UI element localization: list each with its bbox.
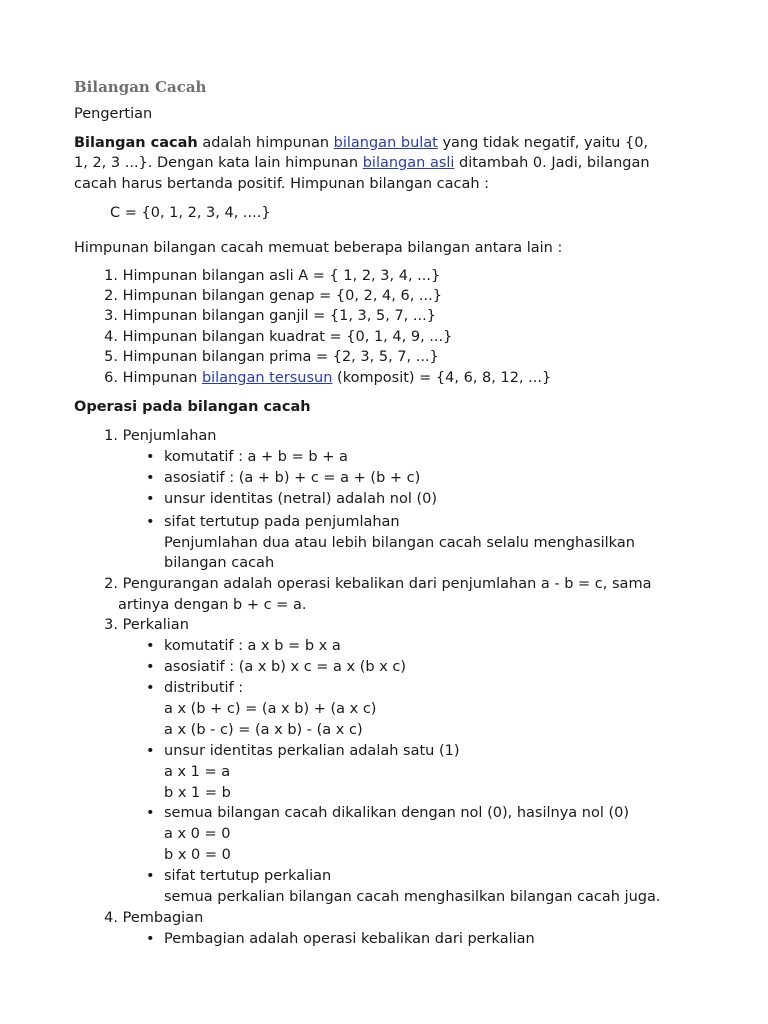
list-text: Himpunan bilangan genap = {0, 2, 4, 6, ...}	[122, 288, 442, 304]
bullet-item	[146, 678, 243, 698]
bullet-continuation: a x (b - c) = (a x b) - (a x c)	[164, 722, 363, 738]
list-continuation: artinya dengan b + c = a.	[118, 597, 307, 613]
bullet-text: unsur identitas perkalian adalah satu (1)	[164, 743, 460, 759]
intro-line-2	[74, 153, 650, 173]
bullet-item	[146, 803, 629, 823]
intro-line-1	[74, 133, 648, 153]
bullet-icon: •	[146, 449, 155, 465]
intro-text: yang tidak negatif, yaitu {0,	[437, 135, 649, 151]
ops-heading: Operasi pada bilangan cacah	[74, 399, 311, 415]
sets-intro: Himpunan bilangan cacah memuat beberapa bilangan antara lain :	[74, 240, 563, 256]
intro-line-3: cacah harus bertanda positif. Himpunan bilangan cacah :	[74, 176, 490, 192]
bullet-icon: •	[146, 931, 155, 947]
list-text: Pengurangan adalah operasi kebalikan dari penjumlahan a - b = c, sama	[122, 576, 652, 592]
bullet-item	[146, 447, 348, 467]
bullet-continuation: semua perkalian bilangan cacah menghasilkan bilangan cacah juga.	[164, 889, 661, 905]
bullet-text: asosiatif : (a + b) + c = a + (b + c)	[164, 470, 421, 486]
list-item	[74, 327, 452, 347]
bullet-text: sifat tertutup perkalian	[164, 868, 332, 884]
bullet-text: komutatif : a x b = b x a	[164, 638, 341, 654]
bullet-text: sifat tertutup pada penjumlahan	[164, 514, 400, 530]
link-bilangan-asli[interactable]: bilangan asli	[362, 155, 455, 171]
list-number: 3.	[104, 308, 118, 324]
bullet-text: Pembagian adalah operasi kebalikan dari perkalian	[164, 931, 535, 947]
list-number: 4.	[104, 910, 118, 926]
list-number: 3.	[104, 617, 118, 633]
bullet-item	[146, 741, 460, 761]
bullet-item	[146, 489, 437, 509]
list-item	[74, 368, 551, 388]
list-item	[74, 347, 439, 367]
list-text: (komposit) = {4, 6, 8, 12, ...}	[332, 370, 552, 386]
bullet-continuation: bilangan cacah	[164, 555, 275, 571]
bullet-text: unsur identitas (netral) adalah nol (0)	[164, 491, 438, 507]
bullet-continuation: Penjumlahan dua atau lebih bilangan cacah selalu menghasilkan	[164, 535, 635, 551]
list-text: Himpunan bilangan ganjil = {1, 3, 5, 7, ...}	[122, 308, 436, 324]
link-bilangan-bulat[interactable]: bilangan bulat	[333, 135, 438, 151]
list-item	[74, 266, 440, 286]
bullet-icon: •	[146, 638, 155, 654]
list-text: Himpunan bilangan asli A = { 1, 2, 3, 4, ...}	[122, 268, 441, 284]
list-number: 1.	[104, 268, 118, 284]
set-c: C = {0, 1, 2, 3, 4, ....}	[110, 205, 271, 221]
bullet-item	[146, 512, 400, 532]
bullet-item	[146, 866, 331, 886]
list-item	[74, 286, 442, 306]
bullet-icon: •	[146, 680, 155, 696]
list-number: 1.	[104, 428, 118, 444]
list-item	[74, 908, 203, 928]
intro-text: 1, 2, 3 ...}. Dengan kata lain himpunan	[74, 155, 363, 171]
list-item	[74, 615, 189, 635]
list-number: 4.	[104, 329, 118, 345]
list-text: Perkalian	[122, 617, 189, 633]
list-item	[74, 426, 216, 446]
list-number: 2.	[104, 288, 118, 304]
doc-title: Bilangan Cacah	[74, 78, 207, 96]
bullet-icon: •	[146, 659, 155, 675]
bullet-text: distributif :	[164, 680, 244, 696]
bullet-icon: •	[146, 805, 155, 821]
bullet-item	[146, 929, 535, 949]
section-subtitle: Pengertian	[74, 106, 153, 122]
bullet-continuation: a x 0 = 0	[164, 826, 231, 842]
bullet-continuation: a x (b + c) = (a x b) + (a x c)	[164, 701, 377, 717]
bullet-icon: •	[146, 743, 155, 759]
list-text: Pembagian	[122, 910, 204, 926]
bullet-text: komutatif : a + b = b + a	[164, 449, 348, 465]
bullet-continuation: a x 1 = a	[164, 764, 231, 780]
list-number: 2.	[104, 576, 118, 592]
bullet-item	[146, 636, 341, 656]
list-number: 5.	[104, 349, 118, 365]
bullet-icon: •	[146, 470, 155, 486]
bullet-continuation: b x 0 = 0	[164, 847, 231, 863]
list-item	[74, 306, 436, 326]
list-number: 6.	[104, 370, 118, 386]
intro-text: ditambah 0. Jadi, bilangan	[454, 155, 650, 171]
bullet-icon: •	[146, 491, 155, 507]
intro-text: adalah himpunan	[197, 135, 334, 151]
bullet-text: semua bilangan cacah dikalikan dengan nol (0), hasilnya nol (0)	[164, 805, 630, 821]
bullet-icon: •	[146, 514, 155, 530]
list-text: Himpunan bilangan kuadrat = {0, 1, 4, 9, ...}	[122, 329, 453, 345]
bullet-item	[146, 468, 420, 488]
bullet-text: asosiatif : (a x b) x c = a x (b x c)	[164, 659, 407, 675]
bullet-icon: •	[146, 868, 155, 884]
list-text: Himpunan	[122, 370, 202, 386]
list-text: Penjumlahan	[122, 428, 217, 444]
term-bold: Bilangan cacah	[74, 135, 198, 151]
list-text: Himpunan bilangan prima = {2, 3, 5, 7, ...}	[122, 349, 439, 365]
bullet-continuation: b x 1 = b	[164, 785, 231, 801]
bullet-item	[146, 657, 406, 677]
link-bilangan-tersusun[interactable]: bilangan tersusun	[201, 370, 333, 386]
list-item	[74, 574, 651, 594]
